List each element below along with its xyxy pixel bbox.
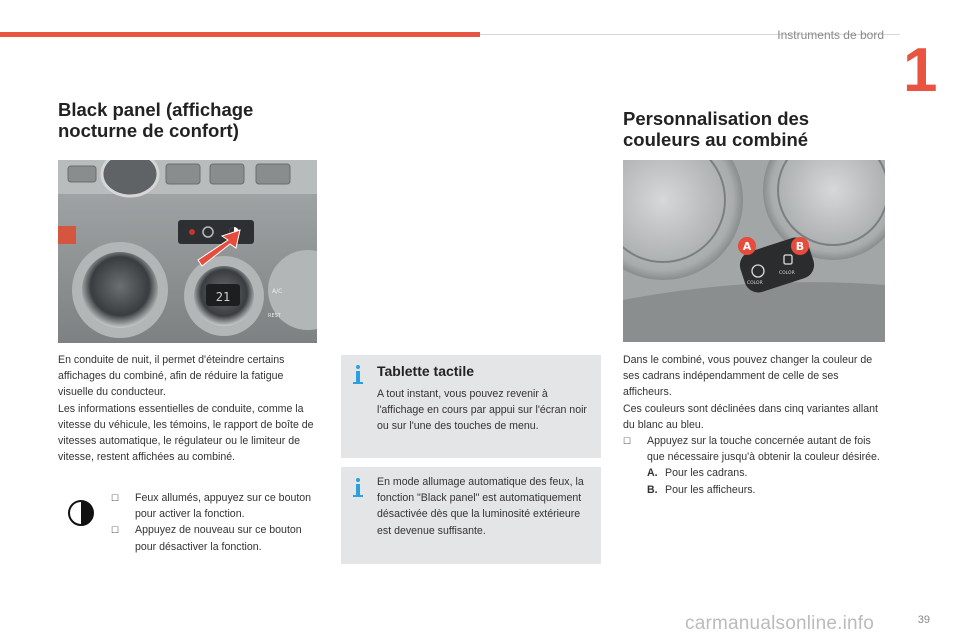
instrument-cluster-photo (623, 160, 885, 342)
list-item: A. Pour les cadrans. (647, 467, 748, 480)
color-a-label: COLOR (747, 281, 763, 286)
color-customization-description: Dans le combiné, vous pouvez changer la couleur de ses cadrans indépendamment de celle de ses afficheurs. Ces couleurs sont déclinées dans cinq variantes allant du blanc au bleu. ☐ Appuyez sur la touche concernée autant de fois que nécessaire jusqu'à obtenir la couleur désirée. A. Pour les cadrans. B. Pour les afficheurs. (623, 352, 885, 498)
black-panel-instructions (111, 490, 316, 555)
checkbox-bullet-icon: ☐ (111, 493, 120, 503)
black-panel-description: En conduite de nuit, il permet d'éteindre certains affichages du combiné, afin de réduire la fatigue visuelle du conducteur. Les informations essentielles de conduite, comme la vitesse du véhicule, les témoins, le rapport de boîte de vitesses automatique, le régulateur ou le limiteur de vitesse, restent affichées au combiné. (58, 354, 314, 464)
auto-lights-text: En mode allumage automatique des feux, la fonction "Black panel" est automatiquement désactivée dès que la luminosité extérieure est devenue suffisante. (377, 476, 584, 537)
color-customization-heading: Personnalisation des couleurs au combiné (623, 108, 810, 150)
section-title: Instruments de bord (777, 28, 884, 42)
watermark: carmanualsonline.info (685, 613, 875, 634)
list-item: B. Pour les afficheurs. (647, 483, 756, 496)
callout-a: A (742, 240, 752, 253)
dashboard-console-photo (58, 160, 317, 343)
rest-label: REST (268, 313, 281, 319)
ac-label: A/C (272, 288, 283, 295)
list-item: ☐ Appuyez sur la touche concernée autant de fois que nécessaire jusqu'à obtenir la couleur désirée. A. Pour les cadrans. B. Pour les afficheurs. (623, 433, 885, 498)
callout-b: B (795, 240, 805, 253)
tablet-text: A tout instant, vous pouvez revenir à l'affichage en cours par appui sur l'écran noir ou sur l'une des touches de menu. (377, 388, 587, 433)
list-item: ☐ Appuyez de nouveau sur ce bouton pour désactiver la fonction. (111, 522, 316, 554)
tablet-info-box (341, 355, 601, 458)
info-icon (353, 478, 363, 498)
climate-display-value: 21 (215, 290, 231, 304)
page-number: 39 (917, 614, 930, 626)
chapter-number: 1 (903, 36, 938, 105)
header-accent-bar (0, 32, 480, 37)
list-item: ☐ Feux allumés, appuyez sur ce bouton pour activer la fonction. (111, 490, 316, 522)
tablet-heading: Tablette tactile (377, 363, 474, 379)
info-icon (353, 365, 363, 385)
checkbox-bullet-icon: ☐ (111, 525, 120, 536)
color-b-label: COLOR (779, 271, 795, 276)
black-panel-button-icon (68, 500, 94, 526)
auto-lights-info-box (341, 467, 601, 564)
checkbox-bullet-icon: ☐ (623, 436, 632, 447)
black-panel-heading: Black panel (affichage nocturne de confort) (58, 99, 254, 141)
